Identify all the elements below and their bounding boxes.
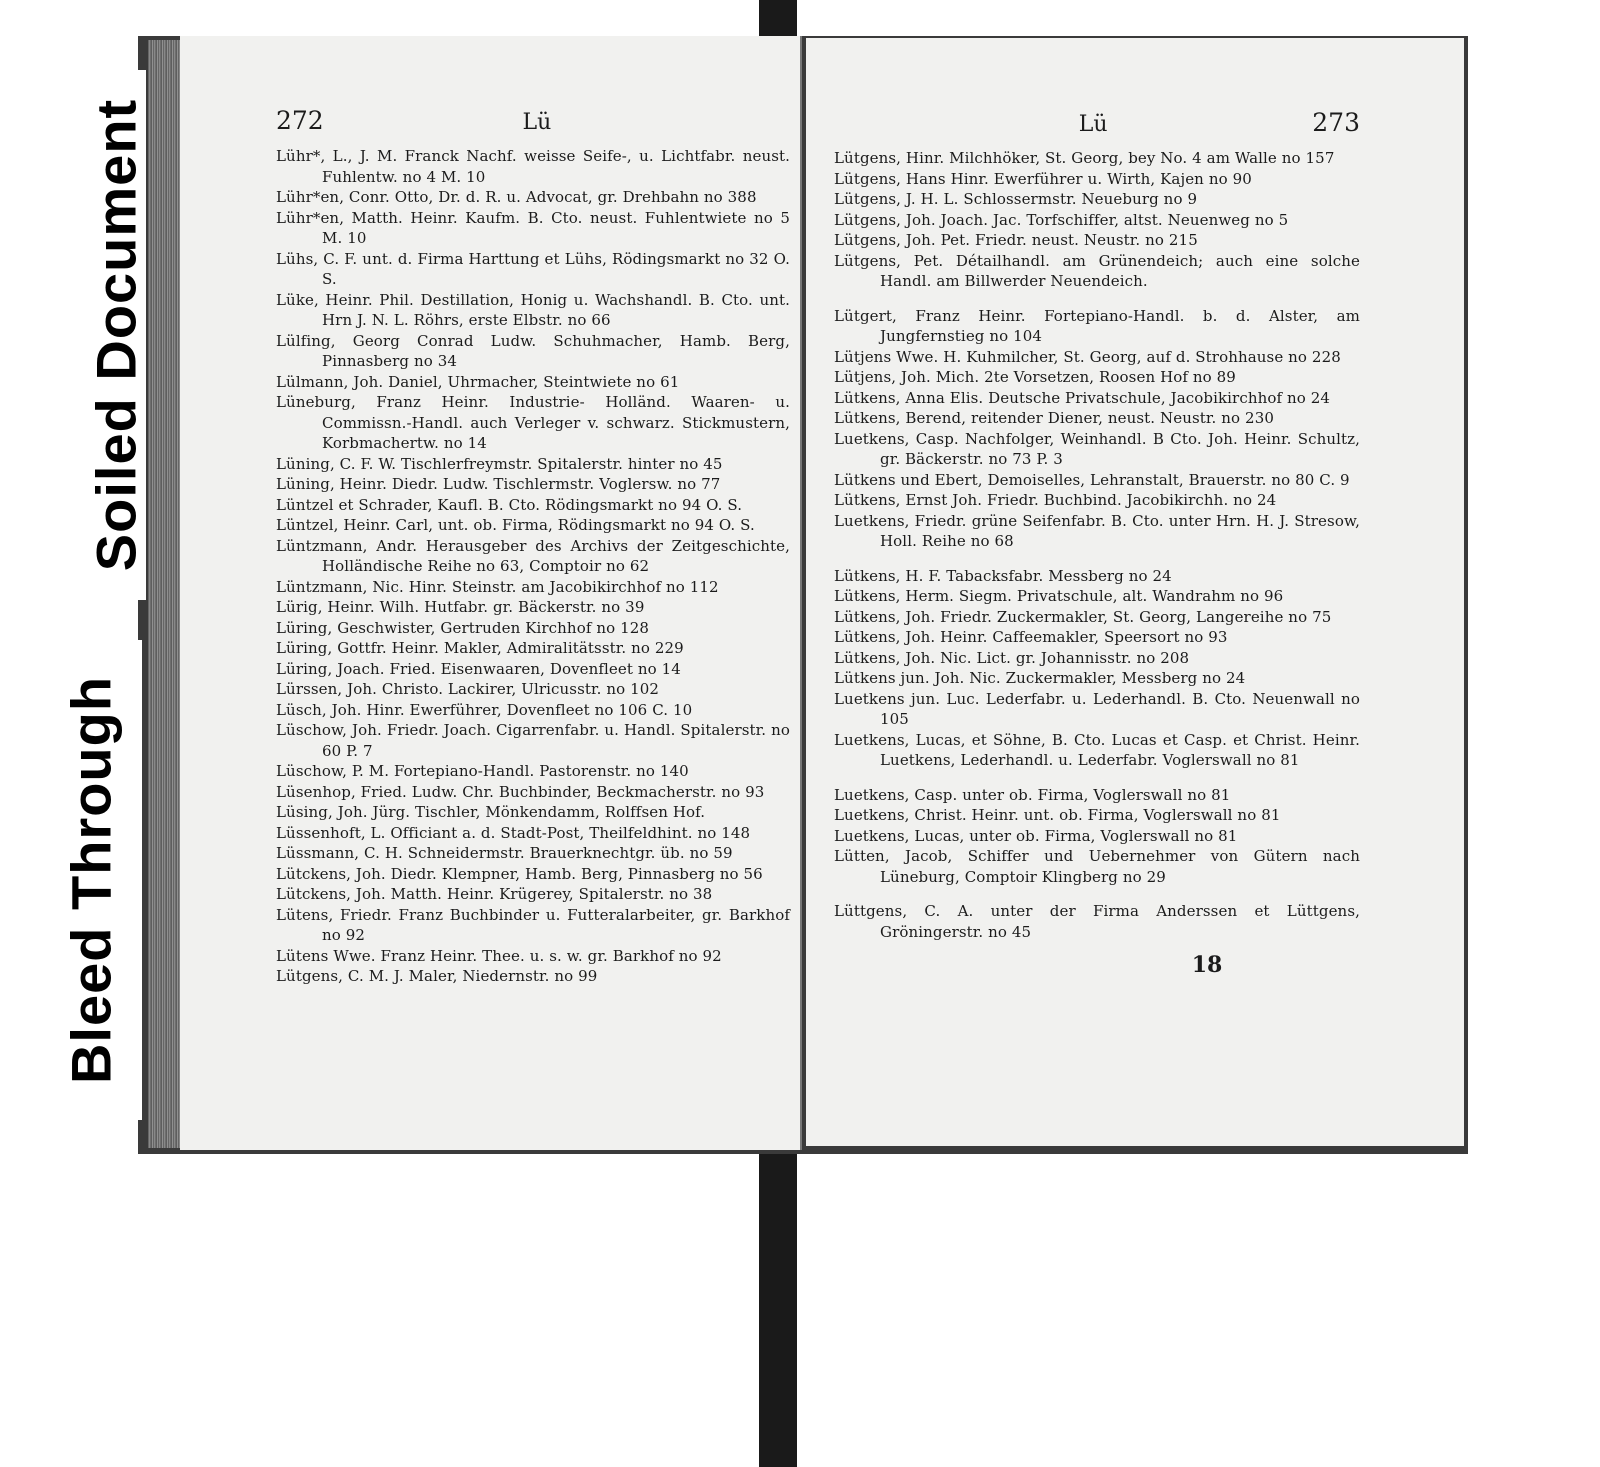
directory-entry: Lüntzel, Heinr. Carl, unt. ob. Firma, Rödingsmarkt no 94 O. S. <box>276 516 755 534</box>
directory-entry: Lütkens, Joh. Friedr. Zuckermakler, St. Georg, Langereihe no 75 <box>834 607 1332 626</box>
directory-entry: Lühr*en, Matth. Heinr. Kaufm. B. Cto. neust. Fuhlentwiete no 5 M. 10 <box>276 208 790 247</box>
directory-entry: Lülfing, Georg Conrad Ludw. Schuhmacher, Hamb. Berg, Pinnasberg no 34 <box>276 331 790 370</box>
directory-entry: Lüschow, Joh. Friedr. Joach. Cigarrenfabr. u. Handl. Spitalerstr. no 60 P. 7 <box>276 721 790 760</box>
directory-entry: Lürig, Heinr. Wilh. Hutfabr. gr. Bäckerstr. no 39 <box>276 598 645 616</box>
directory-entry: Lüke, Heinr. Phil. Destillation, Honig u. Wachshandl. B. Cto. unt. Hrn J. N. L. Röhrs, erste Elbstr. no 66 <box>276 290 790 329</box>
soiled-document-label <box>86 70 146 600</box>
directory-entry: Lütkens, H. F. Tabacksfabr. Messberg no 24 <box>834 566 1172 585</box>
directory-entry: Luetkens, Lucas, unter ob. Firma, Voglerswall no 81 <box>834 826 1238 845</box>
directory-entry: Lütten, Jacob, Schiffer und Uebernehmer von Gütern nach Lüneburg, Comptoir Klingberg no 29 <box>834 847 1360 886</box>
directory-entry: Lütjens Wwe. H. Kuhmilcher, St. Georg, auf d. Strohhause no 228 <box>834 347 1341 366</box>
directory-entry: Lütgens, Pet. Détailhandl. am Grünendeich; auch eine solche Handl. am Billwerder Neuendeich. <box>834 251 1360 290</box>
directory-entry: Lütkens, Herm. Siegm. Privatschule, alt. Wandrahm no 96 <box>834 587 1284 605</box>
directory-entry: Lütgert, Franz Heinr. Fortepiano-Handl. b. d. Alster, am Jungfernstieg no 104 <box>834 306 1360 345</box>
left-directory-entries <box>276 146 790 987</box>
left-running-head: Lü <box>522 110 552 135</box>
directory-entry: Lüntzmann, Andr. Herausgeber des Archivs der Zeitgeschichte, Holländische Reihe no 63, Comptoir no 62 <box>276 536 790 575</box>
printer-signature-mark: 18 <box>1191 952 1223 978</box>
right-page <box>806 38 1464 1146</box>
directory-entry: Luetkens jun. Luc. Lederfabr. u. Lederhandl. B. Cto. Neuenwall no 105 <box>834 689 1360 728</box>
directory-entry: Lüring, Gottfr. Heinr. Makler, Admiralitätsstr. no 229 <box>276 639 684 657</box>
directory-entry: Lülmann, Joh. Daniel, Uhrmacher, Steintwiete no 61 <box>276 372 680 391</box>
left-page-header <box>276 106 790 146</box>
directory-entry: Lüring, Joach. Fried. Eisenwaaren, Dovenfleet no 14 <box>276 659 681 678</box>
bleed-through-text: Bleed Through <box>59 675 123 1085</box>
directory-entry: Luetkens, Christ. Heinr. unt. ob. Firma, Voglerswall no 81 <box>834 806 1281 824</box>
directory-entry: Lütjens, Joh. Mich. 2te Vorsetzen, Roosen Hof no 89 <box>834 368 1236 386</box>
directory-entry: Lüning, Heinr. Diedr. Ludw. Tischlermstr. Voglersw. no 77 <box>276 475 721 493</box>
directory-entry: Lütgens, Joh. Pet. Friedr. neust. Neustr. no 215 <box>834 231 1198 249</box>
directory-entry: Lütgens, Hans Hinr. Ewerführer u. Wirth, Kajen no 90 <box>834 169 1252 188</box>
directory-entry: Lüschow, P. M. Fortepiano-Handl. Pastorenstr. no 140 <box>276 762 689 780</box>
directory-entry: Lühs, C. F. unt. d. Firma Harttung et Lühs, Rödingsmarkt no 32 O. S. <box>276 249 790 288</box>
directory-entry: Lüssmann, C. H. Schneidermstr. Brauerknechtgr. üb. no 59 <box>276 844 733 862</box>
directory-entry: Luetkens, Friedr. grüne Seifenfabr. B. Cto. unter Hrn. H. J. Stresow, Holl. Reihe no 68 <box>834 511 1360 550</box>
right-running-head: Lü <box>1078 112 1108 137</box>
right-directory-entries <box>834 148 1360 942</box>
directory-entry: Lüring, Geschwister, Gertruden Kirchhof no 128 <box>276 618 650 637</box>
directory-entry: Lütckens, Joh. Diedr. Klempner, Hamb. Berg, Pinnasberg no 56 <box>276 864 763 883</box>
scanner-gutter-bottom <box>759 1150 797 1467</box>
left-page <box>180 36 802 1150</box>
directory-entry: Lütgens, Hinr. Milchhöker, St. Georg, bey No. 4 am Walle no 157 <box>834 149 1335 167</box>
directory-entry: Lütkens, Joh. Heinr. Caffeemakler, Speersort no 93 <box>834 628 1228 646</box>
directory-entry: Luetkens, Casp. Nachfolger, Weinhandl. B Cto. Joh. Heinr. Schultz, gr. Bäckerstr. no 73 P. 3 <box>834 429 1360 468</box>
scanner-gutter-top <box>759 0 797 36</box>
directory-entry: Lütgens, Joh. Joach. Jac. Torfschiffer, altst. Neuenweg no 5 <box>834 210 1289 229</box>
directory-entry: Lütens Wwe. Franz Heinr. Thee. u. s. w. gr. Barkhof no 92 <box>276 946 722 965</box>
directory-entry: Lüntzel et Schrader, Kaufl. B. Cto. Rödingsmarkt no 94 O. S. <box>276 495 743 514</box>
directory-entry: Lüssenhoft, L. Officiant a. d. Stadt-Post, Theilfeldhint. no 148 <box>276 823 751 842</box>
directory-entry: Lüneburg, Franz Heinr. Industrie- Holländ. Waaren- u. Commissn.-Handl. auch Verleger v. schwarz. Stickmustern, Korbmachertw. no 14 <box>276 393 790 452</box>
directory-entry: Lüning, C. F. W. Tischlerfreymstr. Spitalerstr. hinter no 45 <box>276 454 723 473</box>
directory-entry: Luetkens, Lucas, et Söhne, B. Cto. Lucas et Casp. et Christ. Heinr. Luetkens, Lederhandl. u. Lederfabr. Voglerswall no 81 <box>834 730 1360 769</box>
directory-entry: Lütkens, Ernst Joh. Friedr. Buchbind. Jacobikirchh. no 24 <box>834 491 1277 509</box>
directory-entry: Lürssen, Joh. Christo. Lackirer, Ulricusstr. no 102 <box>276 680 660 698</box>
directory-entry: Lütgens, J. H. L. Schlossermstr. Neueburg no 9 <box>834 190 1198 208</box>
directory-entry: Lütkens, Anna Elis. Deutsche Privatschule, Jacobikirchhof no 24 <box>834 388 1331 407</box>
right-page-number: 273 <box>1312 108 1360 137</box>
directory-entry: Lüsenhop, Fried. Ludw. Chr. Buchbinder, Beckmacherstr. no 93 <box>276 782 765 801</box>
directory-entry: Lütkens jun. Joh. Nic. Zuckermakler, Messberg no 24 <box>834 669 1246 687</box>
directory-entry: Lütkens, Joh. Nic. Lict. gr. Johannisstr. no 208 <box>834 648 1190 667</box>
directory-entry: Lüsch, Joh. Hinr. Ewerführer, Dovenfleet no 106 C. 10 <box>276 700 693 719</box>
soiled-document-text: Soiled Document <box>84 98 148 572</box>
directory-entry: Lühr*, L., J. M. Franck Nachf. weisse Seife-, u. Lichtfabr. neust. Fuhlentw. no 4 M. 10 <box>276 147 790 186</box>
directory-entry: Lütckens, Joh. Matth. Heinr. Krügerey, Spitalerstr. no 38 <box>276 885 713 903</box>
directory-entry: Lüsing, Joh. Jürg. Tischler, Mönkendamm, Rolffsen Hof. <box>276 803 706 821</box>
left-page-number: 272 <box>276 106 324 135</box>
right-page-header <box>834 108 1360 148</box>
directory-entry: Luetkens, Casp. unter ob. Firma, Voglerswall no 81 <box>834 785 1231 804</box>
directory-entry: Lütkens, Berend, reitender Diener, neust. Neustr. no 230 <box>834 409 1274 427</box>
directory-entry: Lütens, Friedr. Franz Buchbinder u. Futteralarbeiter, gr. Barkhof no 92 <box>276 905 790 944</box>
directory-entry: Lüttgens, C. A. unter der Firma Anderssen et Lüttgens, Gröningerstr. no 45 <box>834 902 1360 941</box>
directory-entry: Lütkens und Ebert, Demoiselles, Lehranstalt, Brauerstr. no 80 C. 9 <box>834 470 1350 489</box>
directory-entry: Lütgens, C. M. J. Maler, Niedernstr. no 99 <box>276 967 598 985</box>
directory-entry: Lühr*en, Conr. Otto, Dr. d. R. u. Advocat, gr. Drehbahn no 388 <box>276 188 757 206</box>
directory-entry: Lüntzmann, Nic. Hinr. Steinstr. am Jacobikirchhof no 112 <box>276 577 719 596</box>
bleed-through-label <box>40 640 142 1120</box>
